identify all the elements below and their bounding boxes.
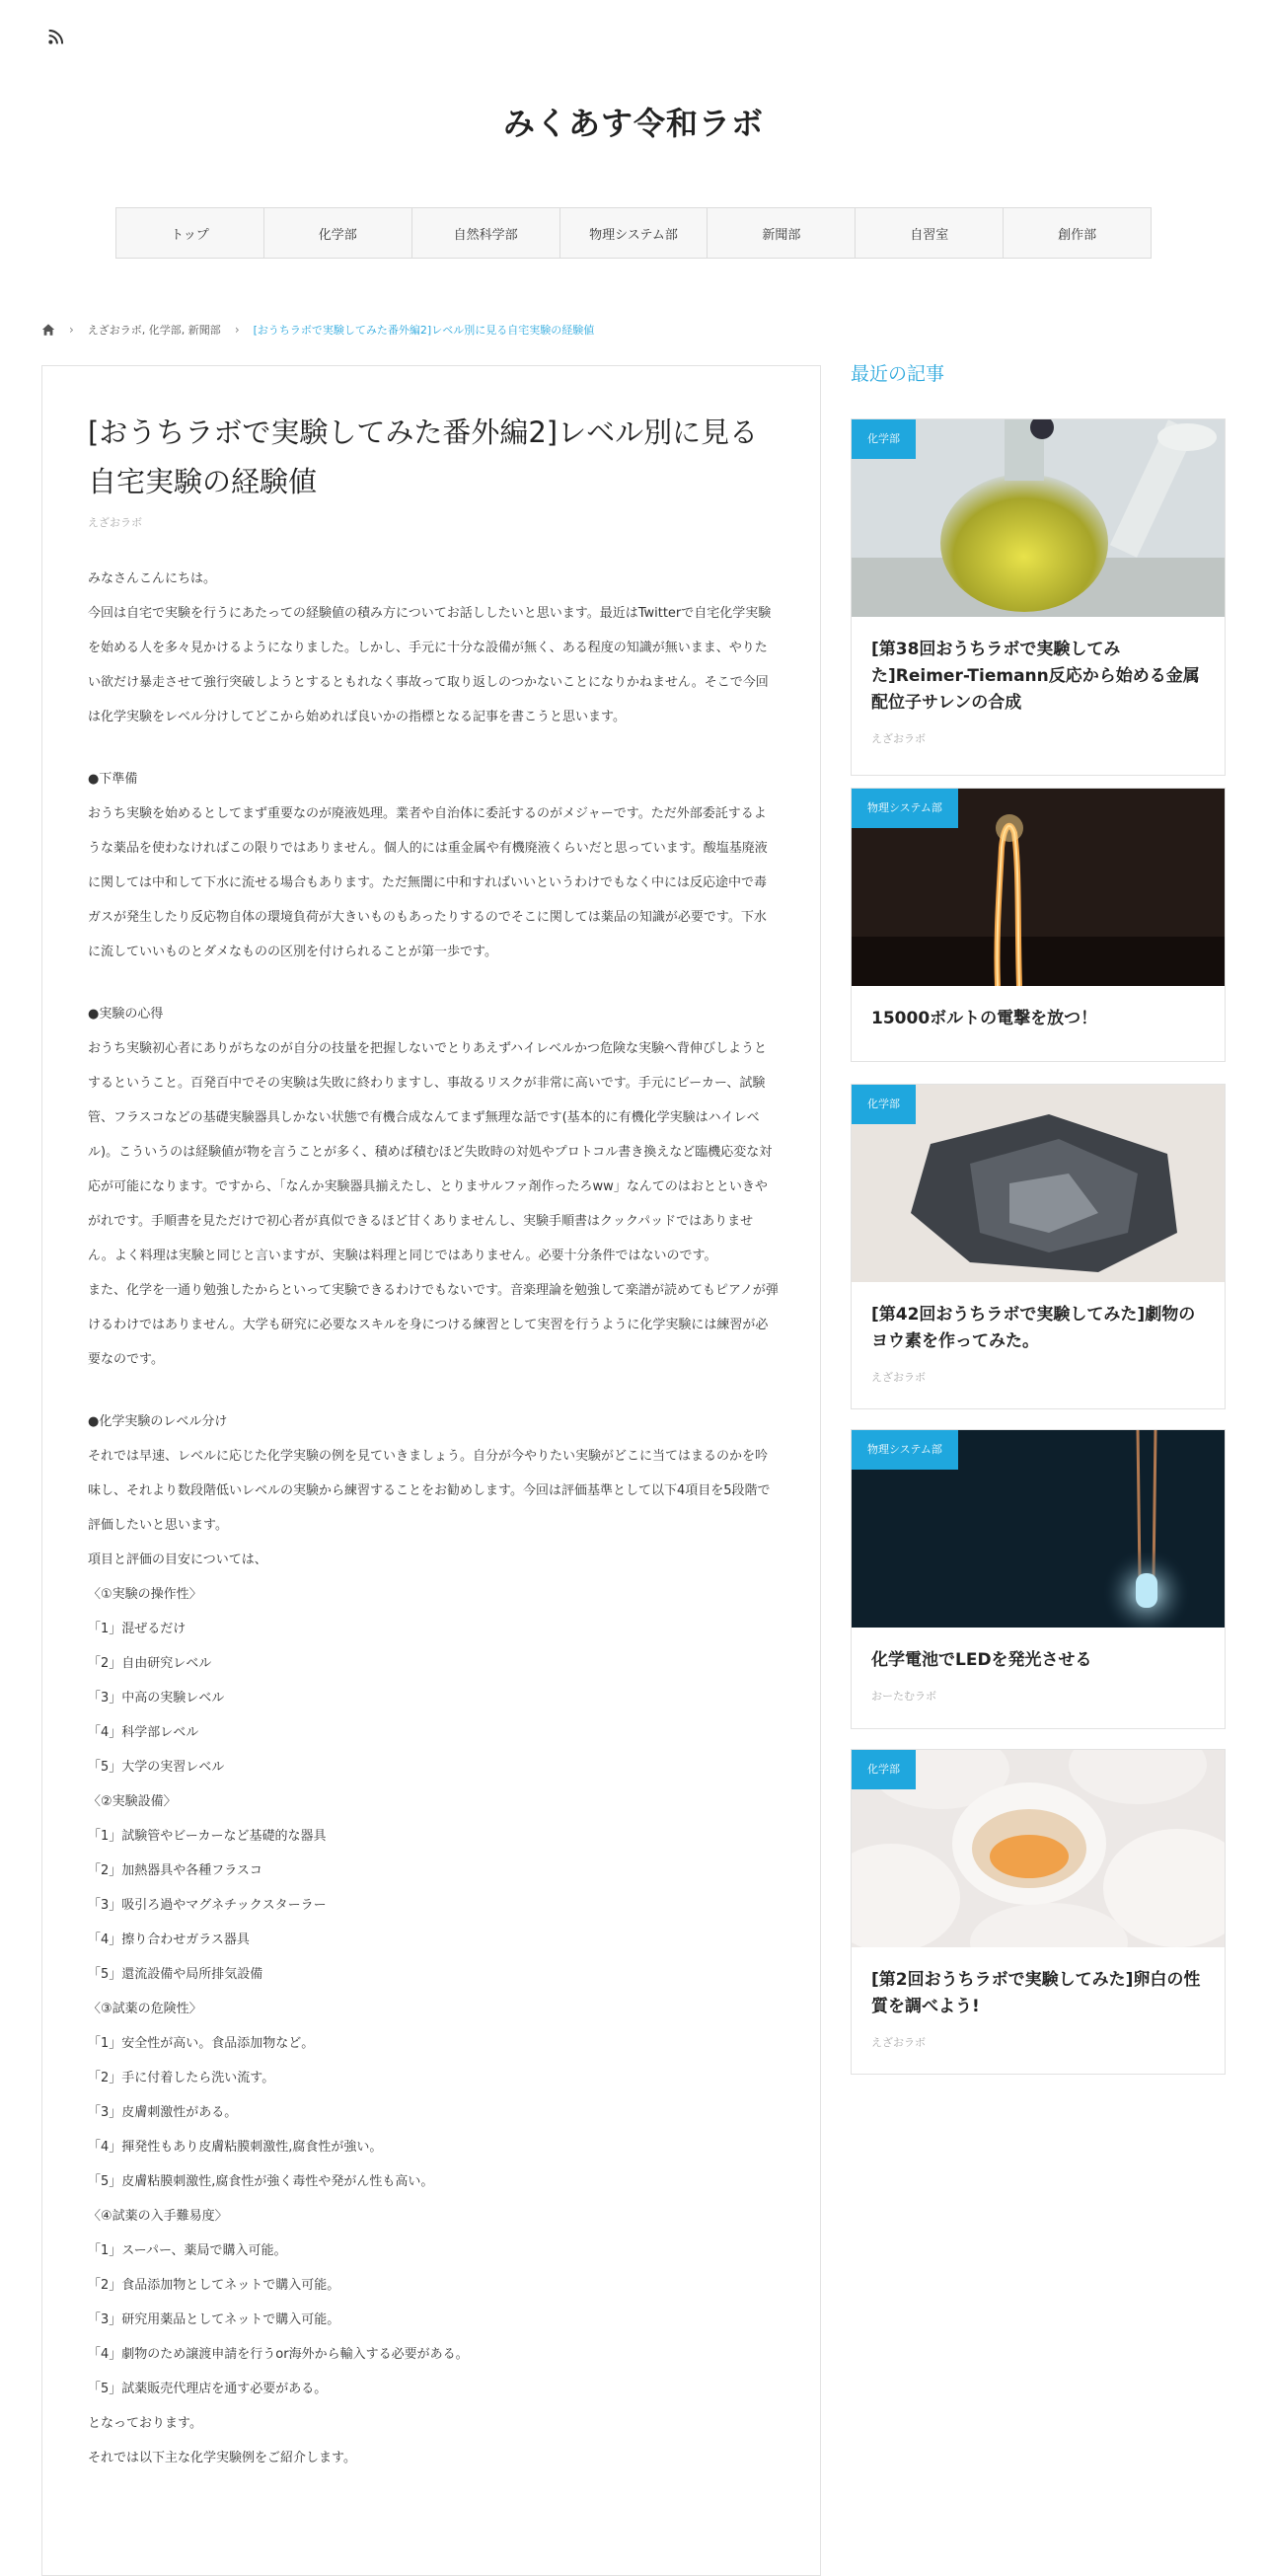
article-paragraph: 「5」試薬販売代理店を通す必要がある。 <box>88 2382 328 2396</box>
rss-icon[interactable] <box>47 28 65 45</box>
article-paragraph: 「2」自由研究レベル <box>88 1656 212 1671</box>
article-paragraph: 「1」安全性が高い。食品添加物など。 <box>88 2036 315 2051</box>
article-paragraph: 〈①実験の操作性〉 <box>88 1587 202 1602</box>
breadcrumb <box>41 320 594 340</box>
article-paragraph: 「3」吸引ろ過やマグネチックスターラー <box>88 1898 327 1913</box>
post-category-badge[interactable]: 化学部 <box>852 1085 916 1124</box>
nav-item-newspaper[interactable]: 新聞部 <box>708 208 856 258</box>
recent-post-card[interactable] <box>851 1749 1226 2075</box>
nav-item-chemistry[interactable]: 化学部 <box>264 208 412 258</box>
paragraph-spacer <box>88 969 779 997</box>
post-author[interactable]: えざおラボ <box>871 1371 926 1384</box>
article-paragraph: 「4」科学部レベル <box>88 1725 199 1740</box>
recent-post-card[interactable] <box>851 788 1226 1062</box>
recent-post-card[interactable] <box>851 1429 1226 1729</box>
article-paragraph: 「1」スーパー、薬局で購入可能。 <box>88 2243 287 2258</box>
article-paragraph: 「1」混ぜるだけ <box>88 1622 186 1636</box>
article-paragraph: ●化学実験のレベル分け <box>88 1414 228 1429</box>
article-paragraph: また、化学を一通り勉強したからといって実験できるわけでもないです。音楽理論を勉強して楽譜が読めてもピアノが弾けるわけではありません。大学も研究に必要なスキルを身につける練習として実習を行うように化学実験には練習が必要なのです。 <box>88 1283 779 1367</box>
nav-item-natural-science[interactable]: 自然科学部 <box>412 208 560 258</box>
nav-item-study-room[interactable]: 自習室 <box>856 208 1004 258</box>
article-paragraph: それでは早速、レベルに応じた化学実験の例を見ていきましょう。自分が今やりたい実験がどこに当てはまるのかを吟味し、それより数段階低いレベルの実験から練習することをお勧めします。今回は評価基準として以下4項目を5段階で評価したいと思います。 <box>88 1449 771 1533</box>
article-paragraph: 「5」還流設備や局所排気設備 <box>88 1967 263 1982</box>
article-paragraph: 「2」手に付着したら洗い流す。 <box>88 2071 275 2085</box>
article-paragraph: 「2」食品添加物としてネットで購入可能。 <box>88 2278 340 2293</box>
recent-post-card[interactable] <box>851 418 1226 776</box>
article-paragraph: おうち実験を始めるとしてまず重要なのが廃液処理。業者や自治体に委託するのがメジャーです。ただ外部委託するような薬品を使わなければこの限りではありません。個人的には重金属や有機廃液くらいだと思っています。酸塩基廃液に関しては中和して下水に流せる場合もあります。ただ無闇に中和すればいいというわけでもなく中には反応途中で毒ガスが発生したり反応物自体の環境負荷が大きいものもあったりするのでそこに関しては薬品の知識が必要です。下水に流していいものとダメなものの区別を付けられることが第一歩です。 <box>88 806 768 959</box>
home-icon[interactable] <box>41 323 55 337</box>
post-author[interactable]: えざおラボ <box>871 732 926 745</box>
article-paragraph: 「4」劇物のため譲渡申請を行うor海外から輸入する必要がある。 <box>88 2347 469 2362</box>
article-paragraph: みなさんこんにちは。 <box>88 571 217 586</box>
article-paragraph: ●実験の心得 <box>88 1007 164 1022</box>
article-paragraph: 今回は自宅で実験を行うにあたっての経験値の積み方についてお話ししたいと思います。最近はTwitterで自宅化学実験を始める人を多々見かけるようになりました。しかし、手元に十分な設備が無く、ある程度の知識が無いまま、やりたい欲だけ暴走させて強行突破しようとするともれなく事故って取り返しのつかないことになりかねません。そこで今回は化学実験をレベル分けしてどこから始めれば良いかの指標となる記事を書こうと思います。 <box>88 606 772 724</box>
site-title[interactable]: みくあす令和ラボ <box>502 105 764 142</box>
post-author[interactable]: えざおラボ <box>871 2036 926 2049</box>
chevron-right-icon: › <box>234 323 240 337</box>
post-title[interactable]: [第38回おうちラボで実験してみた]Reimer-Tiemann反応から始める金属配位子サレンの合成 <box>871 640 1200 713</box>
article-card <box>41 365 821 2576</box>
post-category-badge[interactable]: 物理システム部 <box>852 789 958 828</box>
nav-item-physics-system[interactable]: 物理システム部 <box>560 208 708 258</box>
post-title[interactable]: [第2回おうちラボで実験してみた]卵白の性質を調べよう! <box>871 1970 1201 2016</box>
post-title[interactable]: [第42回おうちラボで実験してみた]劇物のヨウ素を作ってみた。 <box>871 1305 1196 1351</box>
nav-item-top[interactable]: トップ <box>116 208 264 258</box>
post-author[interactable]: おーたむラボ <box>871 1690 936 1703</box>
article-paragraph: 「3」皮膚刺激性がある。 <box>88 2105 238 2120</box>
post-thumbnail[interactable] <box>852 1750 1225 1947</box>
article-paragraph: それでは以下主な化学実験例をご紹介します。 <box>88 2451 356 2465</box>
post-category-badge[interactable]: 化学部 <box>852 1750 916 1789</box>
article-paragraph: 「3」中高の実験レベル <box>88 1691 225 1705</box>
article-paragraph: 「4」揮発性もあり皮膚粘膜刺激性,腐食性が強い。 <box>88 2140 383 2155</box>
article-author[interactable]: えざおラボ <box>88 516 142 529</box>
article-paragraph: 「4」擦り合わせガラス器具 <box>88 1932 250 1947</box>
nav-item-creative[interactable]: 創作部 <box>1058 227 1097 243</box>
post-thumbnail[interactable] <box>852 789 1225 986</box>
article-paragraph: 「3」研究用薬品としてネットで購入可能。 <box>88 2312 340 2327</box>
article-paragraph: 〈②実験設備〉 <box>88 1794 177 1809</box>
article-paragraph: 〈③試薬の危険性〉 <box>88 2002 202 2016</box>
article-paragraph: 項目と評価の目安については、 <box>88 1553 267 1567</box>
paragraph-spacer <box>88 734 779 762</box>
article-paragraph: 「2」加熱器具や各種フラスコ <box>88 1863 262 1878</box>
breadcrumb-category[interactable]: えざおラボ, 化学部, 新聞部 <box>87 324 221 337</box>
sidebar-title: 最近の記事 <box>851 363 945 385</box>
post-thumbnail[interactable] <box>852 419 1225 617</box>
article-paragraph: ●下準備 <box>88 772 138 787</box>
article-paragraph: おうち実験初心者にありがちなのが自分の技量を把握しないでとりあえずハイレベルかつ危険な実験へ背伸びしようとするということ。百発百中でその実験は失敗に終わりますし、事故るリスクが非常に高いです。手元にビーカー、試験管、フラスコなどの基礎実験器具しかない状態で有機合成なんてまず無理な話です(基本的に有機化学実験はハイレベル)。こういうのは経験値が物を言うことが多く、積めば積むほど失敗時の対処やプロトコル書き換えなど臨機応変な対応が可能になります。ですから、「なんか実験器具揃えたし、とりまサルファ剤作ったろww」なんてのはおとといきやがれです。手順書を見ただけで初心者が真似できるほど甘くありませんし、実験手順書はクックパッドではありません。よく料理は実験と同じと言いますが、実験は料理と同じではありません。必要十分条件ではないのです。 <box>88 1041 773 1263</box>
post-title[interactable]: 化学電池でLEDを発光させる <box>871 1650 1092 1670</box>
recent-post-card[interactable] <box>851 1084 1226 1409</box>
article-paragraph: 「1」試験管やビーカーなど基礎的な器具 <box>88 1829 327 1844</box>
article-paragraph: 「5」皮膚粘膜刺激性,腐食性が強く毒性や発がん性も高い。 <box>88 2174 434 2189</box>
post-title[interactable]: 15000ボルトの電撃を放つ！ <box>871 1009 1098 1028</box>
post-thumbnail[interactable] <box>852 1085 1225 1282</box>
article-paragraph: 「5」大学の実習レベル <box>88 1760 225 1775</box>
article-paragraph: となっております。 <box>88 2416 202 2431</box>
global-nav <box>115 207 1152 259</box>
chevron-right-icon: › <box>69 323 74 337</box>
post-category-badge[interactable]: 物理システム部 <box>852 1430 958 1470</box>
post-category-badge[interactable]: 化学部 <box>852 419 916 459</box>
article-paragraph: 〈④試薬の入手難易度〉 <box>88 2209 228 2224</box>
paragraph-spacer <box>88 1377 779 1404</box>
post-thumbnail[interactable] <box>852 1430 1225 1628</box>
breadcrumb-current[interactable]: [おうちラボで実験してみた番外編2]レベル別に見る自宅実験の経験値 <box>253 324 595 337</box>
article-title: [おうちラボで実験してみた番外編2]レベル別に見る自宅実験の経験値 <box>88 416 759 498</box>
article-body <box>88 562 779 2475</box>
